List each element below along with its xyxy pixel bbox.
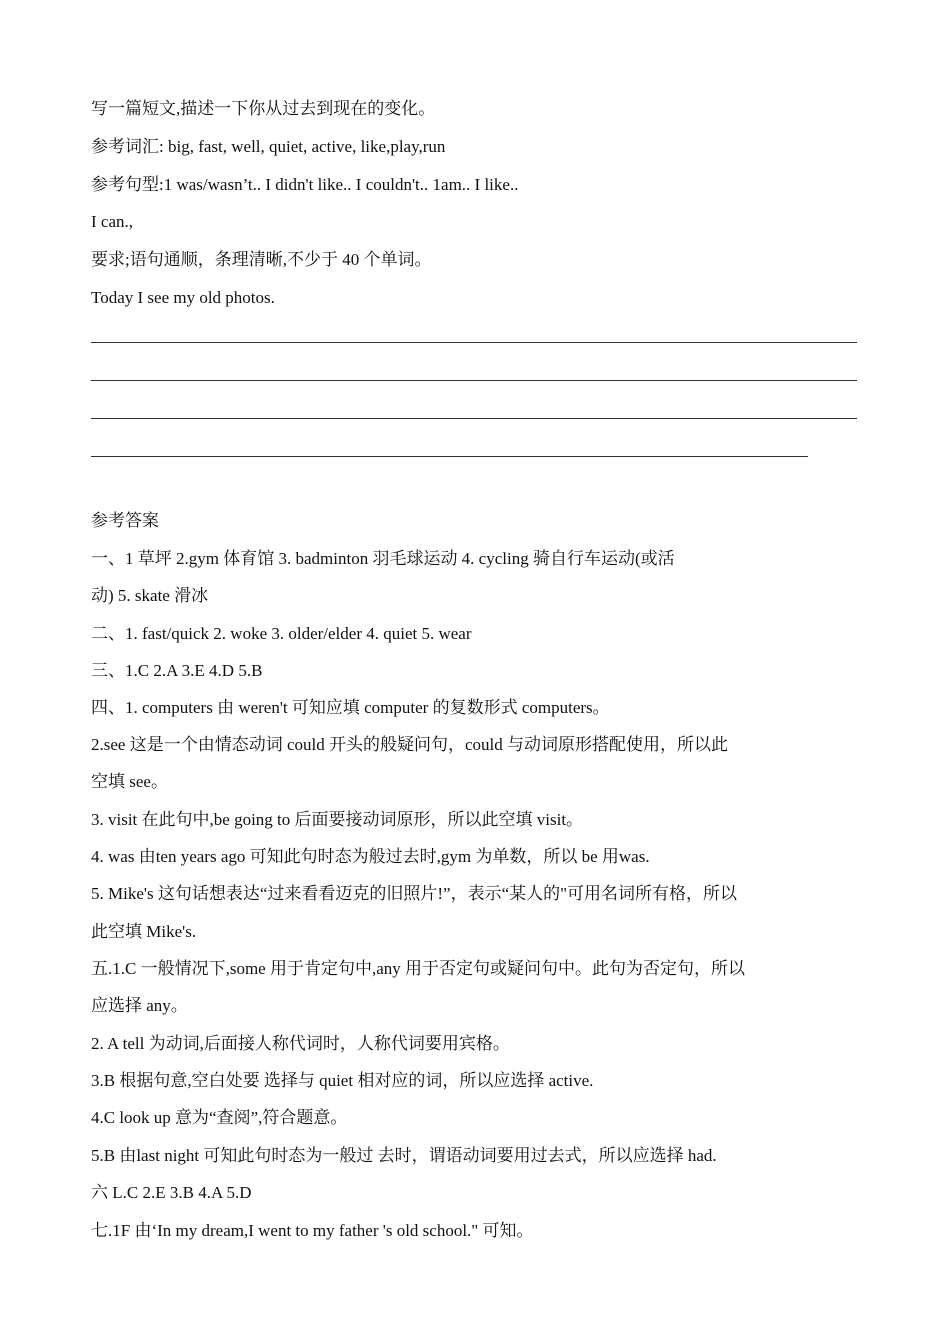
answer-line-text: 4. was 由ten years ago 可知此句时态为般过去时,gym 为单数，所以 be 用was. xyxy=(91,847,650,866)
answer-line-text: 七.1F 由‘In my dream,I went to my father 's old school." 可知。 xyxy=(91,1221,534,1240)
answer-line-text: 3. visit 在此句中,be going to 后面要接动词原形，所以此空填 visit。 xyxy=(91,810,584,829)
answer-line-text: 2.see 这是一个由情态动词 could 开头的般疑问句，could 与动词原形搭配使用，所以此 xyxy=(91,735,728,754)
answer-line-text: 应选择 any。 xyxy=(91,996,188,1015)
answer-line-text: 三、1.C 2.A 3.E 4.D 5.B xyxy=(91,661,263,680)
writing-prompt: 写一篇短文,描述一下你从过去到现在的变化。 xyxy=(91,99,436,118)
answer-line-text: 此空填 Mike's. xyxy=(91,922,197,941)
answer-line-text: 2. A tell 为动词,后面接人称代词时，人称代词要用宾格。 xyxy=(91,1034,510,1053)
reference-vocabulary: 参考词汇: big, fast, well, quiet, active, like,play,run xyxy=(91,137,446,156)
answer-line-text: 六 L.C 2.E 3.B 4.A 5.D xyxy=(91,1183,252,1202)
answer-key-heading: 参考答案 xyxy=(91,511,159,530)
answer-line-text: 二、1. fast/quick 2. woke 3. older/elder 4. quiet 5. wear xyxy=(91,624,472,643)
reference-sentence-patterns-continued: I can., xyxy=(91,212,134,231)
answer-line-text: 动) 5. skate 滑冰 xyxy=(91,586,209,605)
essay-opening-sentence: Today I see my old photos. xyxy=(91,288,275,307)
answer-line-text: 5. Mike's 这句话想表达“过来看看迈克的旧照片!”，表示“某人的"可用名词所有格，所以 xyxy=(91,884,738,903)
answer-line-text: 空填 see。 xyxy=(91,772,168,791)
reference-sentence-patterns: 参考句型:1 was/wasn’t.. I didn't like.. I couldn't.. 1am.. I like.. xyxy=(91,175,519,194)
answer-line-text: 3.B 根据句意,空白处要 选择与 quiet 相对应的词，所以应选择 active. xyxy=(91,1071,594,1090)
answer-line-2 xyxy=(91,380,857,381)
answer-line-text: 5.B 由last night 可知此句时态为一般过 去时，谓语动词要用过去式，所以应选择 had. xyxy=(91,1146,717,1165)
writing-requirements: 要求;语句通顺，条理清晰,不少于 40 个单词。 xyxy=(91,250,432,269)
answer-line-1 xyxy=(91,342,857,343)
answer-line-4 xyxy=(91,456,808,457)
answer-line-text: 4.C look up 意为“查阅”,符合题意。 xyxy=(91,1108,348,1127)
answer-line-text: 五.1.C 一般情况下,some 用于肯定句中,any 用于否定句或疑问句中。此句为否定句，所以 xyxy=(91,959,746,978)
answer-line-text: 一、1 草坪 2.gym 体育馆 3. badminton 羽毛球运动 4. cycling 骑自行车运动(或活 xyxy=(91,549,675,568)
answer-line-text: 四、1. computers 由 weren't 可知应填 computer 的复数形式 computers。 xyxy=(91,698,610,717)
answer-line-3 xyxy=(91,418,857,419)
